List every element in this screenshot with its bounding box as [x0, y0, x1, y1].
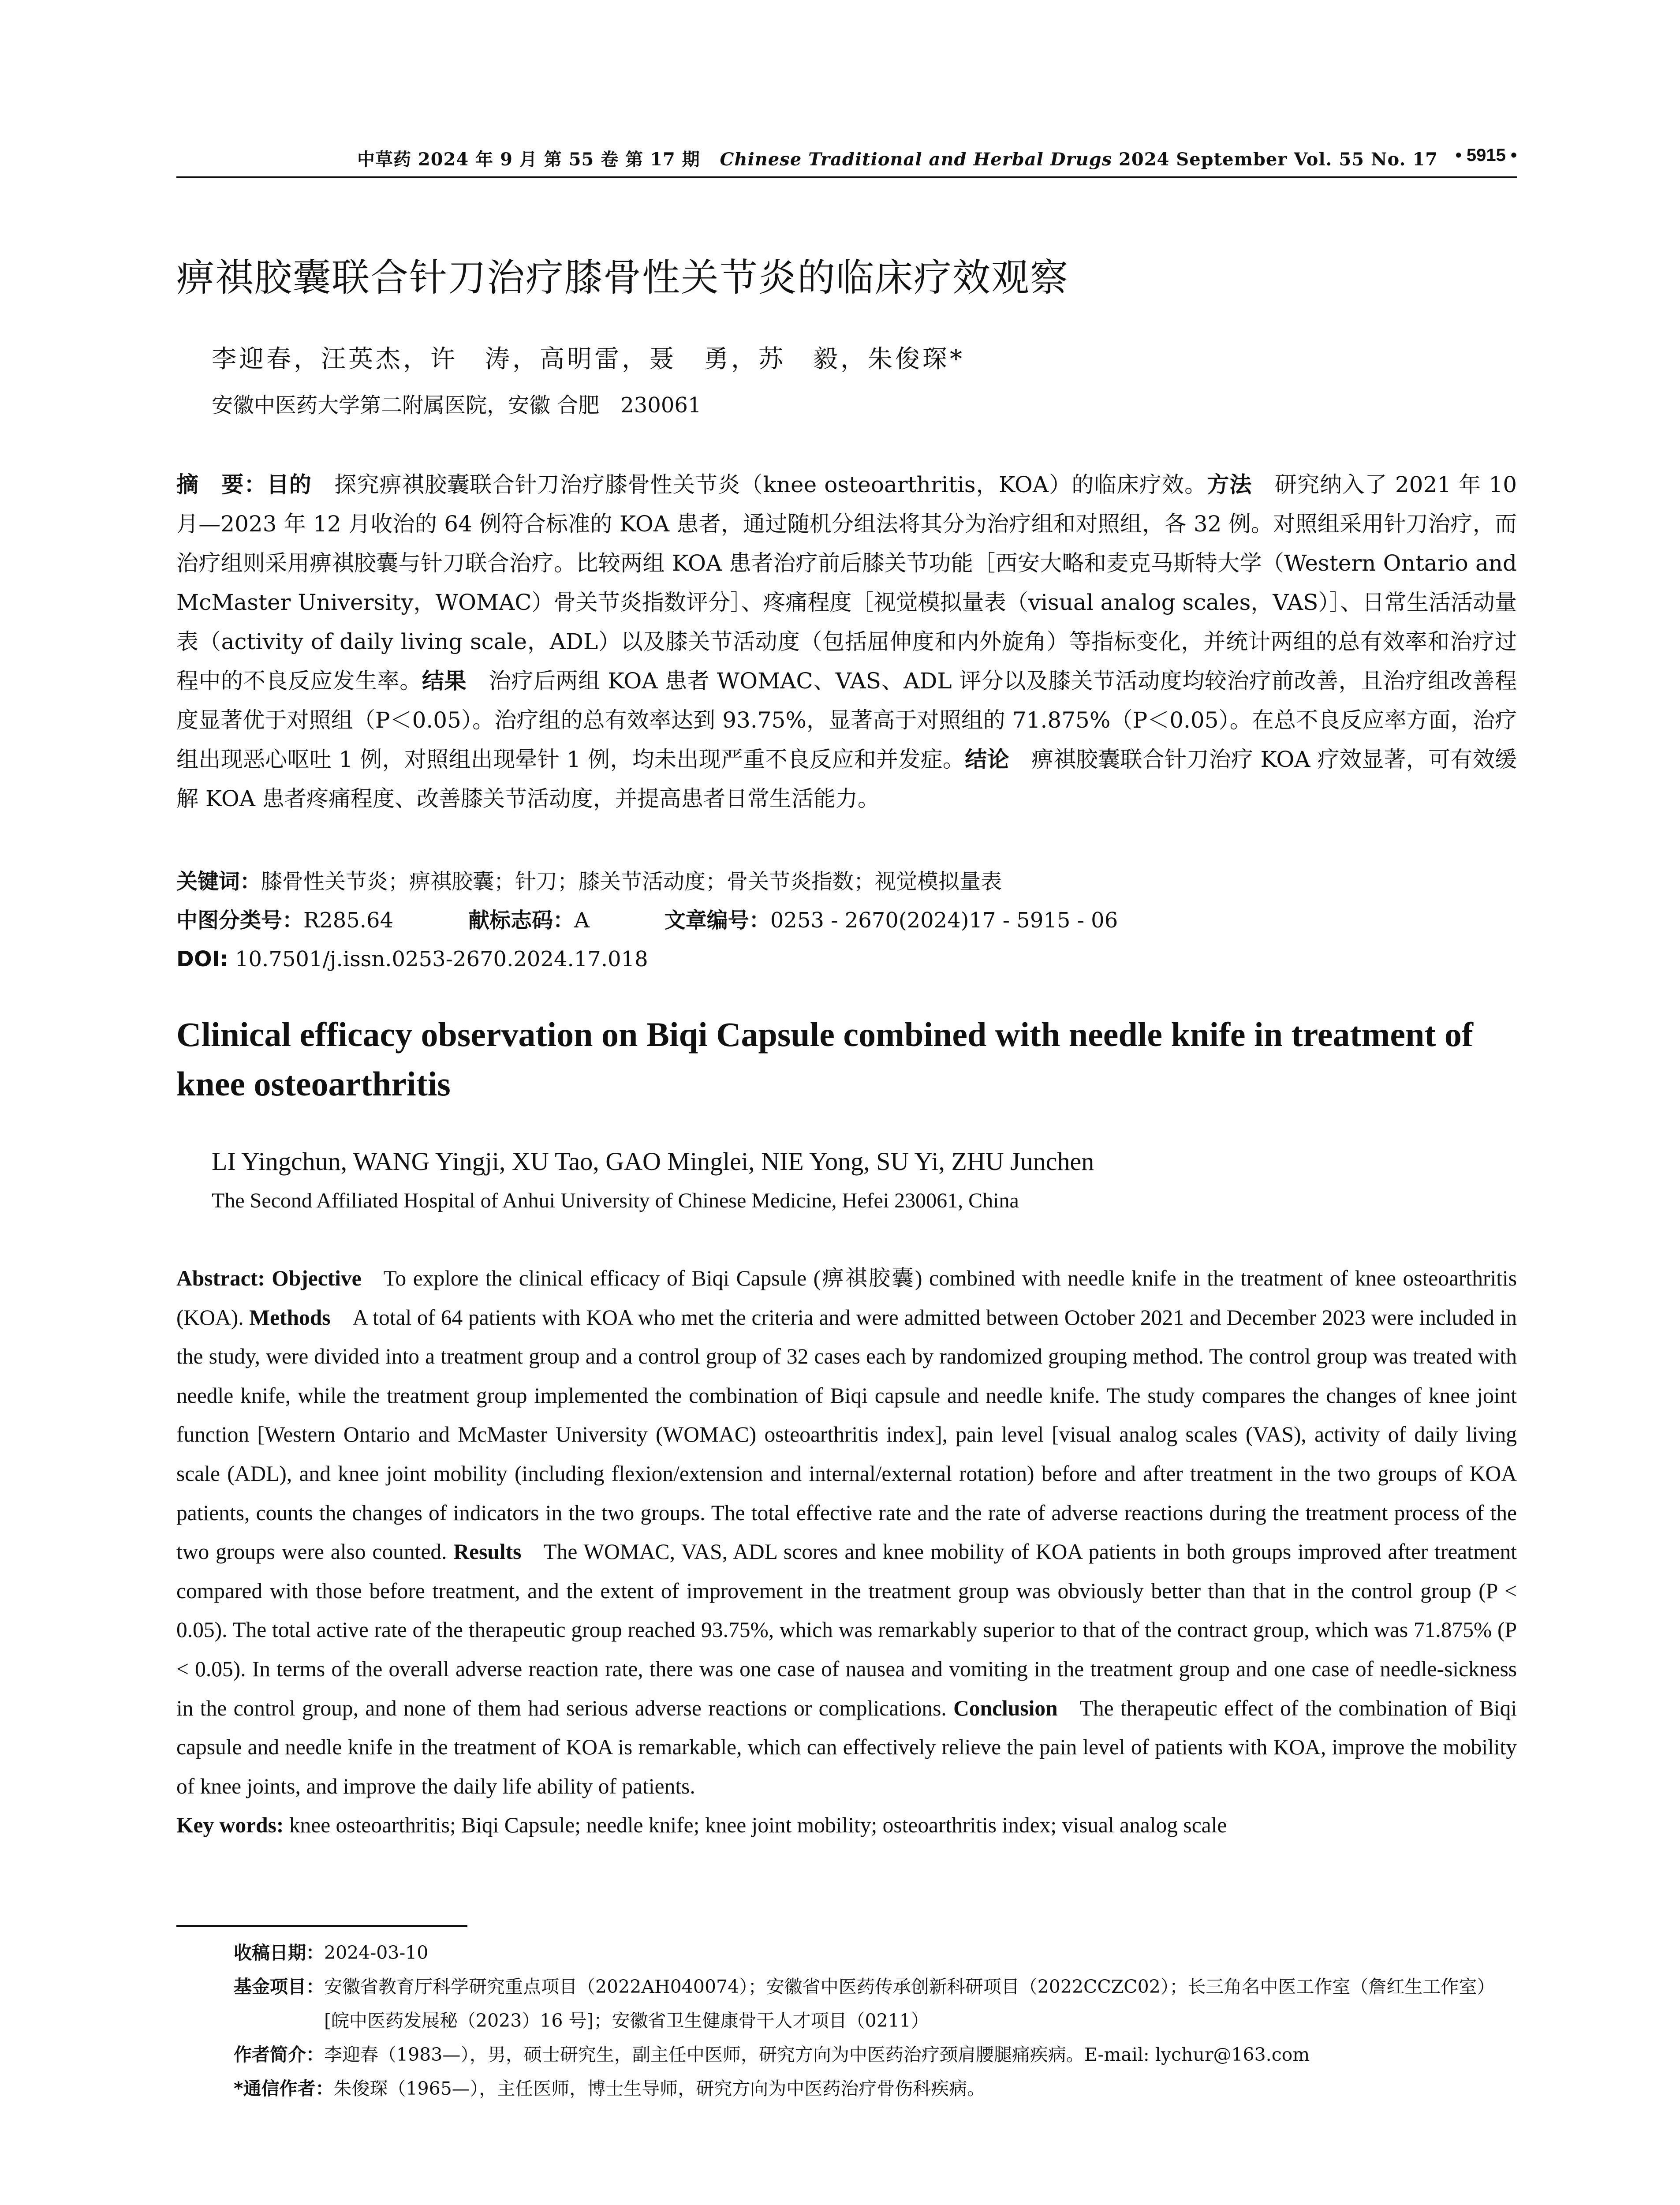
cn-results: 治疗后两组 KOA 患者 WOMAC、VAS、ADL 评分以及膝关节活动度均较治疗前改善，且治疗组改善程度显著优于对照组（P＜0.05）。治疗组的总有效率达到 93.75%，显著高于对照组的 71.875%（P＜0.05）。在总不良反应率方面，治疗组出现恶心呕吐 1 例，对照组出现晕针 1 例，均未出现严重不良反应和并发症。 [176, 668, 1517, 772]
cn-keywords-line [176, 862, 1517, 901]
clc-value: R285.64 [303, 908, 394, 933]
en-authors: LI Yingchun, WANG Yingji, XU Tao, GAO Minglei, NIE Yong, SU Yi, ZHU Junchen [212, 1147, 1094, 1176]
en-methods-label: Methods [249, 1305, 331, 1330]
en-abstract [176, 1259, 1517, 1845]
cn-title: 痹祺胶囊联合针刀治疗膝骨性关节炎的临床疗效观察 [176, 256, 1069, 300]
running-header [176, 146, 1517, 176]
article-no-value: 0253 - 2670(2024)17 - 5915 - 06 [770, 908, 1118, 933]
doc-code-value: A [574, 908, 590, 933]
received-note [234, 1936, 1517, 1970]
author-text: 李迎春（1983—），男，硕士研究生，副主任中医师，研究方向为中医药治疗颈肩腰腿痛疾病。E-mail: lychur@163.com [324, 2044, 1310, 2065]
en-affiliation: The Second Affiliated Hospital of Anhui University of Chinese Medicine, Hefei 230061, China [212, 1189, 1019, 1212]
author-label: 作者简介： [234, 2044, 324, 2065]
article-no-label: 文章编号： [664, 908, 770, 933]
fund-text: 安徽省教育厅科学研究重点项目（2022AH040074）；安徽省中医药传承创新科研项目（2022CCZC02）；长三角名中医工作室（詹红生工作室）[皖中医药发展秘（2023）16 号]；安徽省卫生健康骨干人才项目（0211） [324, 1976, 1495, 2031]
en-results-label: Results [453, 1540, 522, 1564]
en-keywords-label: Key words: [176, 1813, 284, 1838]
doi-label: DOI: [176, 947, 228, 972]
footnote-rule [176, 1925, 467, 1927]
corresponding-note [234, 2072, 1517, 2106]
en-keywords-line [176, 1806, 1517, 1845]
cn-results-label: 结果 [422, 668, 467, 694]
received-date: 2024-03-10 [324, 1942, 429, 1963]
journal-line-prefix: 中草药 2024 年 9 月 第 55 卷 第 17 期 [357, 149, 700, 170]
cn-objective-label: 目的 [266, 472, 312, 497]
cn-meta [176, 862, 1517, 979]
cn-classification-line [176, 901, 1517, 940]
doi-line [176, 940, 1517, 979]
cn-affiliation: 安徽中医药大学第二附属医院，安徽 合肥 230061 [212, 393, 702, 418]
footnotes [234, 1936, 1517, 2106]
page-number: • 5915 • [1455, 146, 1517, 165]
clc-label: 中图分类号： [176, 908, 304, 933]
cn-keywords: 膝骨性关节炎；痹祺胶囊；针刀；膝关节活动度；骨关节炎指数；视觉模拟量表 [261, 869, 1002, 894]
en-keywords: knee osteoarthritis; Biqi Capsule; needle knife; knee joint mobility; osteoarthritis index; visual analog scale [284, 1813, 1227, 1838]
cn-abstract-text [176, 465, 1517, 818]
doi-value: 10.7501/j.issn.0253-2670.2024.17.018 [228, 947, 648, 972]
cn-methods: 研究纳入了 2021 年 10 月—2023 年 12 月收治的 64 例符合标准的 KOA 患者，通过随机分组法将其分为治疗组和对照组，各 32 例。对照组采用针刀治疗，而治疗组则采用痹祺胶囊与针刀联合治疗。比较两组 KOA 患者治疗前后膝关节功能［西安大略和麦克马斯特大学（Western Ontario and McMaster University，WOMAC）骨关节炎指数评分］、疼痛程度［视觉模拟量表（visual analog scales，VAS）］、日常生活活动量表（activity of daily living scale，ADL）以及膝关节活动度（包括屈伸度和内外旋角）等指标变化，并统计两组的总有效率和治疗过程中的不良反应发生率。 [176, 472, 1517, 694]
journal-name-en: Chinese Traditional and Herbal Drugs [720, 149, 1113, 170]
cn-conclusion-label: 结论 [965, 747, 1009, 772]
cn-objective: 探究痹祺胶囊联合针刀治疗膝骨性关节炎（knee osteoarthritis，KOA）的临床疗效。 [312, 472, 1207, 497]
fund-label: 基金项目： [234, 1976, 324, 1997]
header-rule [176, 176, 1517, 178]
fund-note [234, 1970, 1517, 2038]
cn-abstract [176, 465, 1517, 818]
corresponding-label: *通信作者： [234, 2078, 334, 2099]
en-objective: To explore the clinical efficacy of Biqi Capsule (痹祺胶囊) combined with needle knife in the treatment of knee osteoarthritis (KOA). [176, 1266, 1517, 1330]
journal-line [357, 146, 1438, 171]
en-conclusion: The therapeutic effect of the combination of Biqi capsule and needle knife in the treatment of KOA is remarkable, which can effectively relieve the pain level of patients with KOA, improve the mobility of knee joints, and improve the daily life ability of patients. [176, 1696, 1517, 1798]
cn-authors: 李迎春，汪英杰，许 涛，高明雷，聂 勇，苏 毅，朱俊琛* [212, 345, 965, 374]
en-title: Clinical efficacy observation on Biqi Capsule combined with needle knife in treatment of knee osteoarthritis [176, 1015, 1473, 1103]
cn-keywords-label: 关键词： [176, 869, 261, 894]
en-abstract-label: Abstract: Objective [176, 1266, 362, 1290]
received-label: 收稿日期： [234, 1942, 324, 1963]
en-results: The WOMAC, VAS, ADL scores and knee mobility of KOA patients in both groups improved after treatment compared with those before treatment, and the extent of improvement in the treatment group was obviously better than that in the control group (P < 0.05). The total active rate of the therapeutic group reached 93.75%, which was remarkably superior to that of the contract group, which was 71.875% (P < 0.05). In terms of the overall adverse reaction rate, there was one case of nausea and vomiting in the treatment group and one case of needle-sickness in the control group, and none of them had serious adverse reactions or complications. [176, 1540, 1517, 1720]
corresponding-text: 朱俊琛（1965—），主任医师，博士生导师，研究方向为中医药治疗骨伤科疾病。 [333, 2078, 986, 2099]
cn-conclusion: 痹祺胶囊联合针刀治疗 KOA 疗效显著，可有效缓解 KOA 患者疼痛程度、改善膝关节活动度，并提高患者日常生活能力。 [176, 747, 1517, 811]
en-methods: A total of 64 patients with KOA who met the criteria and were admitted between October 2021 and December 2023 were included in the study, were divided into a treatment group and a control group of 32 cases each by randomized grouping method. The control group was treated with needle knife, while the treatment group implemented the combination of Biqi capsule and needle knife. The study compares the changes of knee joint function [Western Ontario and McMaster University (WOMAC) osteoarthritis index], pain level [visual analog scales (VAS), activity of daily living scale (ADL), and knee joint mobility (including flexion/extension and internal/external rotation) before and after treatment in the two groups of KOA patients, counts the changes of indicators in the two groups. The total effective rate and the rate of adverse reactions during the treatment process of the two groups were also counted. [176, 1305, 1517, 1564]
cn-methods-label: 方法 [1207, 472, 1252, 497]
en-conclusion-label: Conclusion [953, 1696, 1058, 1720]
en-abstract-text [176, 1259, 1517, 1806]
author-note [234, 2038, 1517, 2072]
doc-code-label: 献标志码： [468, 908, 575, 933]
journal-line-suffix: 2024 September Vol. 55 No. 17 [1119, 149, 1438, 170]
cn-abstract-label: 摘 要： [176, 472, 267, 497]
